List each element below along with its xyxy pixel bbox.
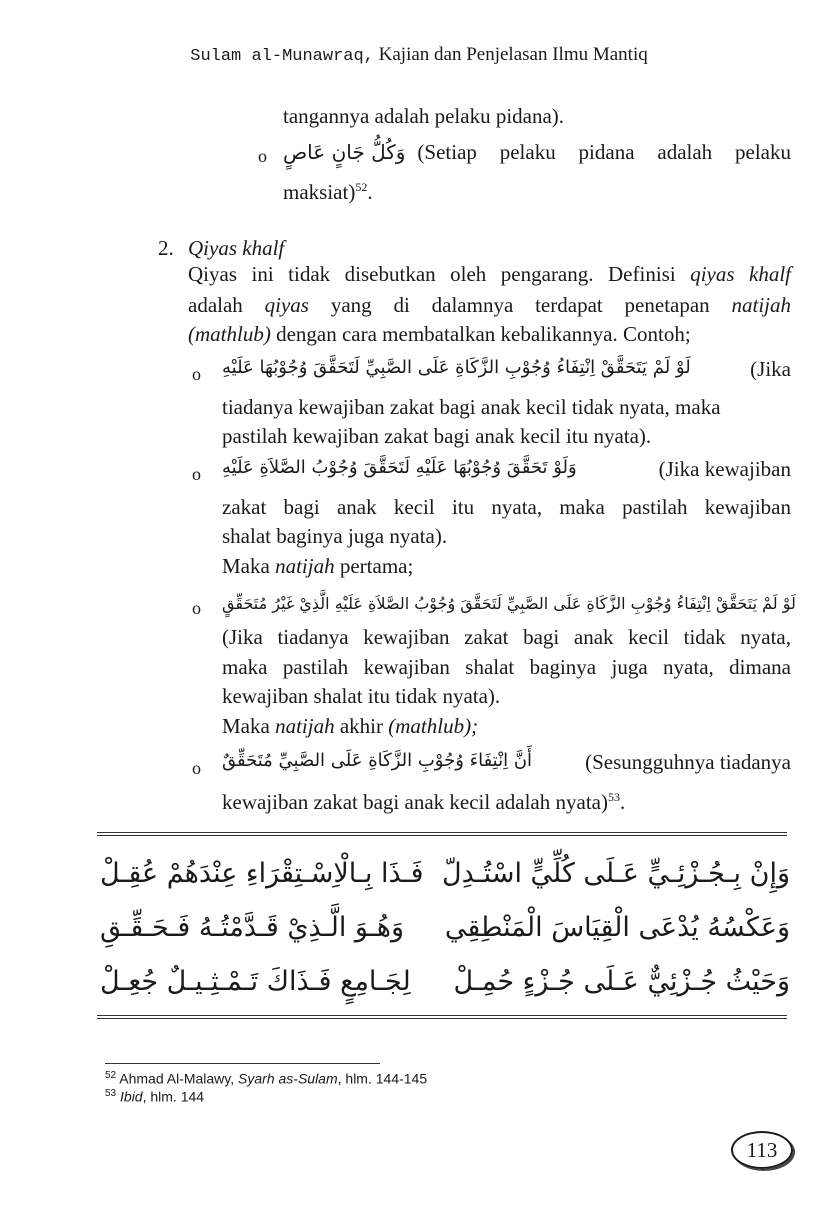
example-bullet-4: [222, 750, 791, 775]
bullet-marker: o: [192, 598, 201, 618]
header-title-rest: Kajian dan Penjelasan Ilmu Mantiq: [373, 44, 648, 65]
verse-second-half: لِجَـامِعٍ فَـذَاكَ تَـمْـثِـيـلٌ جُعِـلْ: [100, 966, 411, 997]
para-line-3: [188, 322, 691, 347]
para-text: Qiyas ini tidak disebutkan oleh pengarang. Definisi: [188, 262, 676, 286]
section-number: 2.: [158, 236, 174, 260]
verse-first-half: وَإِنْ بِـجُـزْئِـيٍّ عَـلَى كُلِّيٍّ اسْتُـدِلّ: [441, 858, 790, 889]
para-text: dengan cara membatalkan kebalikannya. Contoh;: [276, 322, 691, 346]
para-text: yang di dalamnya terdapat penetapan: [330, 293, 710, 317]
bullet-marker: o: [258, 146, 267, 166]
para-line-1: [188, 262, 791, 287]
bullet-marker: o: [192, 464, 201, 484]
bullet-text: (Jika: [750, 357, 791, 381]
arabic-phrase: لَوْ لَمْ يَتَحَقَّقْ اِنْتِفَاءُ وُجُوْبِ الزَّكَاةِ عَلَى الصَّبِيِّ لَتَحَقَّقَ وُجُوْبُ الصَّلاَةِ عَلَيْهِ الَّذِيْ غَيْرُ مُتَحَقِّقٍ: [222, 594, 796, 613]
para-em: qiyas: [264, 293, 309, 317]
bullet-cont-text: maksiat): [283, 180, 356, 204]
bullet-text-line: tiadanya kewajiban zakat bagi anak kecil tidak nyata, maka: [222, 395, 721, 419]
text: Maka: [222, 714, 270, 738]
bullet-marker: o: [192, 364, 201, 384]
poem-verse-2: [100, 912, 790, 943]
para-em: (mathlub): [188, 322, 271, 346]
arabic-phrase: وَلَوْ تَحَقَّقَ وُجُوْبُهَا عَلَيْهِ لَتَحَقَّقَ وُجُوْبُ الصَّلاَةِ عَلَيْهِ: [222, 457, 577, 478]
natijah-line-2: [222, 714, 478, 739]
text: Maka: [222, 554, 270, 578]
footnote-title: Syarh as-Sulam: [238, 1070, 338, 1087]
bullet-text-line: shalat baginya juga nyata).: [222, 524, 448, 548]
footnote-52: [105, 1070, 427, 1087]
section-title: Qiyas khalf: [188, 236, 285, 260]
bullet-text-line-last: kewajiban zakat bagi anak kecil adalah nyata)$^{53}$.: [222, 790, 626, 814]
poem-verse-1: [100, 858, 790, 889]
footnote-rule: [105, 1063, 380, 1064]
intro-bullet-cont: maksiat)$^{52}$.: [283, 180, 373, 204]
footnote-num: 52: [105, 1070, 117, 1081]
natijah-line-1: [222, 554, 413, 579]
text: kewajiban zakat bagi anak kecil adalah nyata): [222, 790, 608, 814]
header-title-mono: Sulam al-Munawraq,: [190, 47, 374, 66]
footnote-53: [105, 1088, 204, 1105]
footnote-num: 53: [105, 1088, 117, 1099]
bullet-text-line: (Jika tiadanya kewajiban zakat bagi anak kecil tidak nyata,: [222, 625, 791, 649]
bullet-text-line: pastilah kewajiban zakat bagi anak kecil itu nyata).: [222, 424, 652, 448]
intro-bullet-1: [283, 140, 791, 165]
footnote-ref: 52: [355, 180, 368, 194]
example-bullet-2: [222, 457, 791, 482]
verse-first-half: وَحَيْثُ جُـزْئِيٌّ عَـلَى جُـزْءٍ حُمِـلْ: [453, 966, 790, 997]
arabic-phrase: لَوْ لَمْ يَتَحَقَّقْ اِنْتِفَاءُ وُجُوْبِ الزَّكَاةِ عَلَى الصَّبِيِّ لَتَحَقَّقَ وُجُوْبُهَا عَلَيْهِ: [222, 357, 691, 378]
arabic-phrase: وَكُلُّ جَانٍ عَاصٍ: [283, 140, 406, 164]
poem-top-rule: [97, 832, 787, 833]
verse-second-half: فَـذَا بِـالْاِسْـتِقْرَاءِ عِنْدَهُمْ عُقِـلْ: [100, 858, 424, 889]
arabic-phrase: أَنَّ اِنْتِفَاءَ وُجُوْبِ الزَّكَاةِ عَلَى الصَّبِيِّ مُتَحَقِّقٌ: [222, 750, 533, 771]
bullet-text-line: zakat bagi anak kecil itu nyata, maka pastilah kewajiban: [222, 495, 791, 519]
footnote-text: , hlm. 144-145: [337, 1070, 428, 1087]
bullet-text: (Sesungguhnya tiadanya: [585, 750, 791, 774]
poem-bottom-rule-2: [97, 1018, 787, 1019]
text-em: (mathlub);: [388, 714, 479, 738]
footnote-text: , hlm. 144: [142, 1088, 205, 1105]
poem-top-rule-2: [97, 835, 787, 836]
para-em: qiyas khalf: [690, 262, 792, 286]
bullet-text: (Jika kewajiban: [658, 457, 791, 481]
text: akhir: [339, 714, 383, 738]
bullet-text-line: maka pastilah kewajiban shalat baginya juga nyata, dimana: [222, 655, 791, 679]
running-header: [0, 44, 838, 66]
poem-bottom-rule: [97, 1015, 787, 1016]
para-em: natijah: [731, 293, 792, 317]
example-bullet-1: [222, 357, 791, 382]
footnote-text: Ahmad Al-Malawy,: [119, 1070, 239, 1087]
text: pertama;: [339, 554, 414, 578]
bullet-text: (Setiap pelaku pidana adalah pelaku: [417, 140, 791, 164]
bullet-text-line: kewajiban shalat itu tidak nyata).: [222, 684, 501, 708]
text-em: natijah: [275, 554, 335, 578]
verse-second-half: وَهُـوَ الَّـذِيْ قَـدَّمْتُـهُ فَـحَـقِّـقِ: [100, 912, 405, 943]
bullet-marker: o: [192, 758, 201, 778]
text-em: natijah: [275, 714, 335, 738]
footnote-ref: 53: [607, 790, 620, 804]
poem-verse-3: [100, 966, 790, 997]
intro-line: tangannya adalah pelaku pidana).: [283, 104, 565, 128]
example-bullet-3: [222, 590, 796, 615]
footnote-title: Ibid: [120, 1088, 143, 1105]
para-text: adalah: [188, 293, 243, 317]
page-number: 113: [731, 1131, 793, 1169]
verse-first-half: وَعَكْسُهُ يُدْعَى الْقِيَاسَ الْمَنْطِقِي: [444, 912, 790, 943]
para-line-2: [188, 293, 791, 318]
